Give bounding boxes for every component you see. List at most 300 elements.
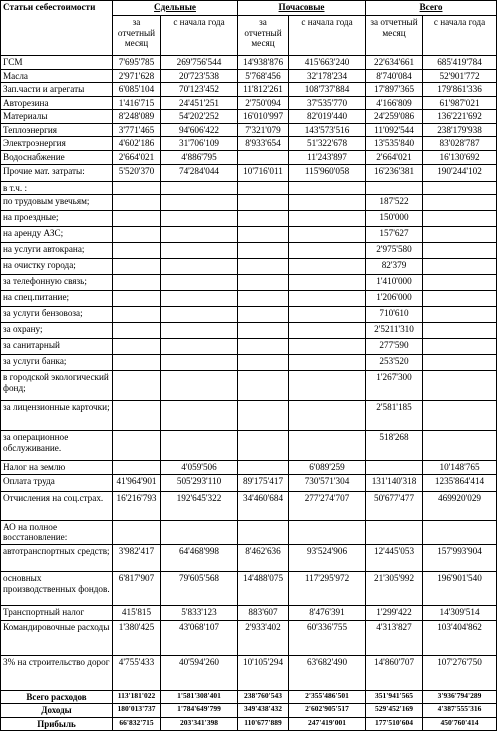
value-cell: 2'750'094 [238, 96, 289, 110]
value-cell [161, 520, 238, 544]
value-cell: 415'663'240 [289, 56, 366, 70]
value-cell: 187'522 [366, 195, 423, 211]
total-value-cell: 203'341'398 [161, 717, 238, 730]
table-row [1, 96, 497, 110]
table-row [1, 164, 497, 181]
table-row [1, 56, 497, 70]
row-label: Авторезина [1, 96, 113, 110]
value-cell [238, 291, 289, 307]
row-label: на очистку города; [1, 259, 113, 275]
value-cell [161, 323, 238, 339]
value-cell: 103'404'862 [423, 620, 497, 655]
value-cell [113, 195, 161, 211]
row-label: в т.ч. : [1, 181, 113, 195]
value-cell: 2'933'402 [238, 620, 289, 655]
value-cell: 5'833'123 [161, 605, 238, 620]
table-row [1, 431, 497, 461]
value-cell [238, 339, 289, 355]
value-cell: 12'445'053 [366, 544, 423, 571]
table-row [1, 491, 497, 520]
value-cell [423, 195, 497, 211]
value-cell: 43'068'107 [161, 620, 238, 655]
row-label: за операционное обслуживание. [1, 431, 113, 461]
value-cell [161, 307, 238, 323]
value-cell [289, 307, 366, 323]
total-value-cell: 113'181'022 [113, 690, 161, 703]
value-cell: 8'933'654 [238, 137, 289, 151]
value-cell: 70'123'452 [161, 83, 238, 97]
value-cell: 34'460'684 [238, 491, 289, 520]
value-cell: 13'535'840 [366, 137, 423, 151]
table-row [1, 275, 497, 291]
row-label: 3% на строительство дорог [1, 655, 113, 690]
value-cell: 1'380'425 [113, 620, 161, 655]
value-cell: 41'964'901 [113, 474, 161, 491]
value-cell: 89'175'417 [238, 474, 289, 491]
value-cell: 253'520 [366, 355, 423, 371]
value-cell: 685'419'784 [423, 56, 497, 70]
value-cell [113, 371, 161, 401]
value-cell: 4'602'186 [113, 137, 161, 151]
value-cell: 1'206'000 [366, 291, 423, 307]
value-cell [113, 339, 161, 355]
header-group-row [1, 1, 497, 16]
value-cell: 14'488'075 [238, 571, 289, 605]
value-cell: 6'817'907 [113, 571, 161, 605]
table-row [1, 211, 497, 227]
table-row [1, 371, 497, 401]
value-cell [366, 461, 423, 475]
value-cell: 277'274'707 [289, 491, 366, 520]
row-label: Налог на землю [1, 461, 113, 475]
total-row [1, 717, 497, 730]
value-cell [238, 243, 289, 259]
row-label: ГСМ [1, 56, 113, 70]
value-cell [238, 307, 289, 323]
value-cell: 2'975'580 [366, 243, 423, 259]
row-label: Командировочные расходы [1, 620, 113, 655]
row-label: Отчисления на соц.страх. [1, 491, 113, 520]
value-cell [238, 195, 289, 211]
value-cell [423, 291, 497, 307]
value-cell [289, 323, 366, 339]
value-cell [113, 461, 161, 475]
total-label: Всего расходов [1, 690, 113, 703]
value-cell: 2'5211'310 [366, 323, 423, 339]
table-row [1, 69, 497, 83]
table-row [1, 181, 497, 195]
value-cell: 883'607 [238, 605, 289, 620]
value-cell [161, 339, 238, 355]
table-row [1, 520, 497, 544]
value-cell: 1235'864'414 [423, 474, 497, 491]
value-cell: 93'524'906 [289, 544, 366, 571]
table-row [1, 137, 497, 151]
value-cell: 24'259'086 [366, 110, 423, 124]
value-cell: 21'305'992 [366, 571, 423, 605]
value-cell: 74'284'044 [161, 164, 238, 181]
value-cell: 8'740'084 [366, 69, 423, 83]
table-row [1, 339, 497, 355]
value-cell [238, 275, 289, 291]
table-row [1, 195, 497, 211]
value-cell: 52'901'772 [423, 69, 497, 83]
value-cell [423, 259, 497, 275]
value-cell: 115'960'058 [289, 164, 366, 181]
value-cell: 238'179'938 [423, 123, 497, 137]
value-cell: 2'581'185 [366, 401, 423, 431]
group-header-hourly: Почасовые [238, 1, 366, 16]
value-cell: 2'971'628 [113, 69, 161, 83]
table-row [1, 620, 497, 655]
total-value-cell: 66'832'715 [113, 717, 161, 730]
table-row [1, 461, 497, 475]
total-value-cell: 450'760'414 [423, 717, 497, 730]
row-label: Масла [1, 69, 113, 83]
row-label: Прочие мат. затраты: [1, 164, 113, 181]
value-cell: 64'468'998 [161, 544, 238, 571]
value-cell: 3'771'465 [113, 123, 161, 137]
row-label: на услуги автокрана; [1, 243, 113, 259]
value-cell [113, 307, 161, 323]
value-cell [423, 371, 497, 401]
value-cell: 14'860'707 [366, 655, 423, 690]
total-value-cell: 349'438'432 [238, 704, 289, 717]
value-cell [238, 181, 289, 195]
table-row [1, 474, 497, 491]
value-cell: 40'594'260 [161, 655, 238, 690]
value-cell: 179'861'336 [423, 83, 497, 97]
total-value-cell: 529'452'169 [366, 704, 423, 717]
value-cell [113, 431, 161, 461]
value-cell: 6'089'259 [289, 461, 366, 475]
value-cell: 730'571'304 [289, 474, 366, 491]
table-row [1, 243, 497, 259]
value-cell [289, 339, 366, 355]
value-cell [289, 355, 366, 371]
value-cell [238, 323, 289, 339]
value-cell [423, 520, 497, 544]
value-cell: 7'321'079 [238, 123, 289, 137]
value-cell [238, 259, 289, 275]
row-label: Материалы [1, 110, 113, 124]
value-cell [238, 431, 289, 461]
value-cell: 32'178'234 [289, 69, 366, 83]
value-cell: 4'313'827 [366, 620, 423, 655]
value-cell: 107'276'750 [423, 655, 497, 690]
table-row [1, 151, 497, 165]
value-cell: 61'987'021 [423, 96, 497, 110]
table-row [1, 401, 497, 431]
subheader-month: за отчетный месяц [366, 16, 423, 56]
value-cell: 117'295'972 [289, 571, 366, 605]
value-cell: 6'085'104 [113, 83, 161, 97]
total-value-cell: 180'013'737 [113, 704, 161, 717]
value-cell [161, 371, 238, 401]
value-cell [161, 275, 238, 291]
total-row [1, 690, 497, 703]
total-value-cell: 1'784'649'799 [161, 704, 238, 717]
value-cell: 2'664'021 [113, 151, 161, 165]
value-cell [161, 181, 238, 195]
value-cell [238, 371, 289, 401]
value-cell [113, 211, 161, 227]
value-cell: 505'293'110 [161, 474, 238, 491]
value-cell: 16'236'381 [366, 164, 423, 181]
subheader-ytd: с начала года [161, 16, 238, 56]
value-cell: 1'410'000 [366, 275, 423, 291]
value-cell: 4'166'809 [366, 96, 423, 110]
table-row [1, 259, 497, 275]
value-cell [289, 401, 366, 431]
row-label: АО на полное восстановление: [1, 520, 113, 544]
value-cell: 10'716'011 [238, 164, 289, 181]
total-value-cell: 2'355'486'501 [289, 690, 366, 703]
row-label: на аренду АЗС; [1, 227, 113, 243]
value-cell: 2'664'021 [366, 151, 423, 165]
table-row [1, 605, 497, 620]
group-header-piecework: Сдельные [113, 1, 238, 16]
value-cell: 196'901'540 [423, 571, 497, 605]
value-cell: 14'309'514 [423, 605, 497, 620]
row-label: по трудовым увечьям; [1, 195, 113, 211]
value-cell: 16'216'793 [113, 491, 161, 520]
value-cell: 8'462'636 [238, 544, 289, 571]
value-cell: 94'606'422 [161, 123, 238, 137]
value-cell: 3'982'417 [113, 544, 161, 571]
value-cell [161, 291, 238, 307]
table-row [1, 655, 497, 690]
row-label: основных производственных фондов. [1, 571, 113, 605]
value-cell: 150'000 [366, 211, 423, 227]
value-cell: 10'105'294 [238, 655, 289, 690]
value-cell [113, 323, 161, 339]
value-cell: 710'610 [366, 307, 423, 323]
row-label: Зап.части и агрегаты [1, 83, 113, 97]
table-row [1, 123, 497, 137]
value-cell [423, 323, 497, 339]
value-cell: 8'248'089 [113, 110, 161, 124]
value-cell: 518'268 [366, 431, 423, 461]
value-cell: 190'244'102 [423, 164, 497, 181]
value-cell [366, 520, 423, 544]
value-cell: 4'059'506 [161, 461, 238, 475]
value-cell [238, 355, 289, 371]
table-row [1, 110, 497, 124]
value-cell: 8'476'391 [289, 605, 366, 620]
value-cell [238, 227, 289, 243]
total-value-cell: 3'936'794'289 [423, 690, 497, 703]
value-cell [423, 243, 497, 259]
value-cell [366, 181, 423, 195]
value-cell: 11'243'897 [289, 151, 366, 165]
row-label-header: Статьи себестоимости [1, 1, 113, 56]
total-label: Доходы [1, 704, 113, 717]
value-cell: 50'677'477 [366, 491, 423, 520]
value-cell: 7'695'785 [113, 56, 161, 70]
row-label: за лицензионные карточки; [1, 401, 113, 431]
value-cell [289, 181, 366, 195]
table-row [1, 355, 497, 371]
table-row [1, 83, 497, 97]
value-cell: 20'723'538 [161, 69, 238, 83]
total-value-cell: 2'602'905'517 [289, 704, 366, 717]
value-cell [289, 259, 366, 275]
value-cell: 143'573'516 [289, 123, 366, 137]
row-label: за услуги бензовоза; [1, 307, 113, 323]
value-cell: 83'028'787 [423, 137, 497, 151]
value-cell: 63'682'490 [289, 655, 366, 690]
value-cell [289, 227, 366, 243]
total-label: Прибыль [1, 717, 113, 730]
value-cell: 131'140'318 [366, 474, 423, 491]
value-cell [423, 339, 497, 355]
value-cell [423, 275, 497, 291]
value-cell: 14'938'876 [238, 56, 289, 70]
value-cell: 10'148'765 [423, 461, 497, 475]
value-cell [423, 431, 497, 461]
value-cell [113, 227, 161, 243]
value-cell: 11'812'261 [238, 83, 289, 97]
value-cell: 277'590 [366, 339, 423, 355]
row-label: Оплата труда [1, 474, 113, 491]
value-cell: 51'322'678 [289, 137, 366, 151]
total-value-cell: 247'419'001 [289, 717, 366, 730]
value-cell [423, 181, 497, 195]
total-row [1, 704, 497, 717]
row-label: на спец.питание; [1, 291, 113, 307]
row-label: Электроэнергия [1, 137, 113, 151]
table-body [1, 56, 497, 691]
value-cell [238, 151, 289, 165]
value-cell: 136'221'692 [423, 110, 497, 124]
subheader-ytd: с начала года [289, 16, 366, 56]
value-cell [161, 401, 238, 431]
subheader-ytd: с начала года [423, 16, 497, 56]
value-cell [423, 227, 497, 243]
value-cell [423, 401, 497, 431]
value-cell [113, 355, 161, 371]
row-label: за санитарный [1, 339, 113, 355]
value-cell: 5'768'456 [238, 69, 289, 83]
value-cell [238, 211, 289, 227]
value-cell: 5'520'370 [113, 164, 161, 181]
row-label: за телефонную связь; [1, 275, 113, 291]
value-cell: 82'379 [366, 259, 423, 275]
value-cell: 4'886'795 [161, 151, 238, 165]
table-totals [1, 690, 497, 730]
value-cell [161, 259, 238, 275]
value-cell [289, 275, 366, 291]
row-label: на проездные; [1, 211, 113, 227]
subheader-month: за отчетный месяц [238, 16, 289, 56]
value-cell: 82'019'440 [289, 110, 366, 124]
value-cell: 415'815 [113, 605, 161, 620]
value-cell: 79'605'568 [161, 571, 238, 605]
total-value-cell: 351'941'565 [366, 690, 423, 703]
total-value-cell: 1'581'308'401 [161, 690, 238, 703]
value-cell [161, 195, 238, 211]
value-cell [113, 243, 161, 259]
value-cell [238, 461, 289, 475]
value-cell: 192'645'322 [161, 491, 238, 520]
table-row [1, 227, 497, 243]
row-label: за охрану; [1, 323, 113, 339]
row-label: Водоснабжение [1, 151, 113, 165]
total-value-cell: 177'510'604 [366, 717, 423, 730]
value-cell: 24'451'251 [161, 96, 238, 110]
row-label: в городской экологический фонд; [1, 371, 113, 401]
row-label: Транспортный налог [1, 605, 113, 620]
value-cell: 16'130'692 [423, 151, 497, 165]
value-cell [113, 275, 161, 291]
value-cell [161, 211, 238, 227]
value-cell: 469920'029 [423, 491, 497, 520]
table-row [1, 544, 497, 571]
value-cell [113, 259, 161, 275]
table-row [1, 291, 497, 307]
value-cell [423, 211, 497, 227]
value-cell: 16'010'997 [238, 110, 289, 124]
value-cell: 31'706'109 [161, 137, 238, 151]
value-cell: 108'737'884 [289, 83, 366, 97]
table-row [1, 307, 497, 323]
value-cell [161, 243, 238, 259]
value-cell [289, 211, 366, 227]
row-label: автотранспортных средств; [1, 544, 113, 571]
table-row [1, 323, 497, 339]
value-cell: 22'634'661 [366, 56, 423, 70]
value-cell: 11'092'544 [366, 123, 423, 137]
value-cell [423, 307, 497, 323]
total-value-cell: 110'677'889 [238, 717, 289, 730]
value-cell [289, 195, 366, 211]
value-cell: 157'993'904 [423, 544, 497, 571]
value-cell: 17'897'365 [366, 83, 423, 97]
value-cell [289, 520, 366, 544]
value-cell [161, 227, 238, 243]
subheader-month: за отчетный месяц [113, 16, 161, 56]
row-label: Теплоэнергия [1, 123, 113, 137]
total-value-cell: 238'760'543 [238, 690, 289, 703]
value-cell [289, 291, 366, 307]
value-cell: 269'756'544 [161, 56, 238, 70]
value-cell: 4'755'433 [113, 655, 161, 690]
value-cell [238, 520, 289, 544]
value-cell: 54'202'252 [161, 110, 238, 124]
value-cell [113, 181, 161, 195]
value-cell [289, 431, 366, 461]
value-cell [113, 520, 161, 544]
value-cell [423, 355, 497, 371]
table-row [1, 571, 497, 605]
value-cell: 37'535'770 [289, 96, 366, 110]
total-value-cell: 4'387'555'316 [423, 704, 497, 717]
value-cell [161, 431, 238, 461]
value-cell [289, 371, 366, 401]
value-cell [113, 401, 161, 431]
group-header-total: Всего [366, 1, 497, 16]
value-cell: 60'336'755 [289, 620, 366, 655]
value-cell: 1'416'715 [113, 96, 161, 110]
value-cell: 157'627 [366, 227, 423, 243]
value-cell [289, 243, 366, 259]
value-cell [113, 291, 161, 307]
value-cell: 1'299'422 [366, 605, 423, 620]
value-cell: 1'267'300 [366, 371, 423, 401]
value-cell [238, 401, 289, 431]
value-cell [161, 355, 238, 371]
